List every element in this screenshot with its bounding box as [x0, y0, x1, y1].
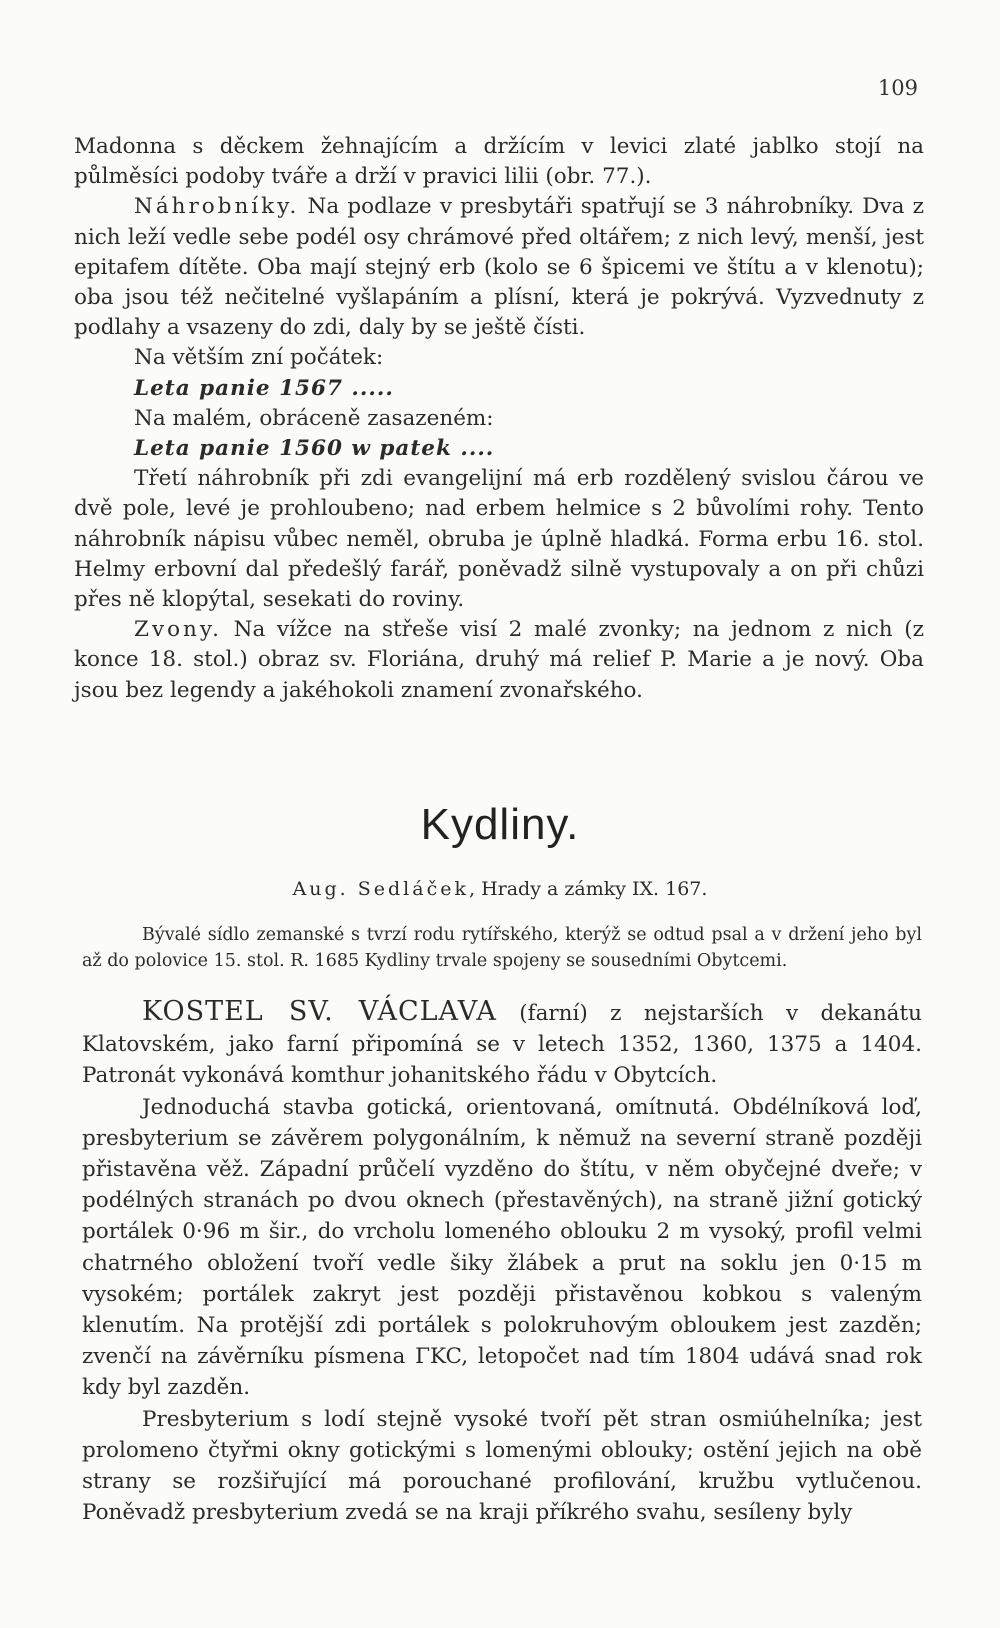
- source-author: Aug. Sedláček: [292, 878, 469, 900]
- page-number: 109: [877, 76, 918, 100]
- paragraph-kostel: [82, 996, 922, 1092]
- section-heading-kydliny: Kydliny.: [420, 800, 580, 849]
- kydliny-church-text: [82, 996, 922, 1528]
- paragraph-nahrobniky: [74, 192, 924, 343]
- text-zvony: Na vížce na střeše visí 2 malé zvonky; na jednom z nich (z konce 18. stol.) obraz sv. Floriána, druhý má relief P. Marie a je nový. Oba jsou bez legendy a jakéhokoli znamení zvonařského.: [74, 617, 924, 703]
- paragraph-zvony: [74, 615, 924, 706]
- paragraph-inscription-intro-2: Na malém, obráceně zasazeném:: [134, 405, 494, 431]
- label-zvony: Zvony.: [134, 617, 223, 643]
- inscription-1: Leta panie 1567 .....: [134, 375, 394, 401]
- section-naklonin-text: [74, 132, 924, 706]
- source-reference: , Hrady a zámky IX. 167.: [469, 878, 708, 900]
- paragraph-inscription-intro-1: Na větším zní počátek:: [134, 345, 384, 371]
- label-nahrobniky: Náhrobníky.: [134, 194, 300, 220]
- text-nahrobniky: Na podlaze v presbytáři spatřují se 3 náhrobníky. Dva z nich leží vedle sebe podél osy chrámové před oltářem; z nich levý, menší, jest epitafem dítěte. Oba mají stejný erb (kolo se 6 špicemi ve štítu a v klenotu); oba jsou též nečitelné vyšlapáním a plísní, která je pokrývá. Vyzvednuty z podlahy a vsazeny do zdi, daly by se ještě čísti.: [74, 194, 924, 341]
- paragraph-madonna: Madonna s děckem žehnajícím a držícím v levici zlaté jablko stojí na půlměsíci podoby tváře a drží v pravici lilii (obr. 77.).: [74, 134, 924, 190]
- paragraph-history: Bývalé sídlo zemanské s tvrzí rodu rytířského, kterýž se odtud psal a v držení jeho byl až do polovice 15. stol. R. 1685 Kydliny trvale spojeny se sousedními Obytcemi.: [82, 925, 922, 971]
- paragraph-presbyterium: Presbyterium s lodí stejně vysoké tvoří pět stran osmiúhelníka; jest prolomeno čtyřmi okny gotickými s lomenými oblouky; ostění jejich na obě strany se rozšiřující má porouchané profilování, kružbu vytlučenou. Poněvadž presbyterium zvedá se na kraji příkrého svahu, sesíleny byly: [82, 1406, 922, 1526]
- source-citation: [0, 878, 1000, 900]
- kydliny-intro: [82, 922, 922, 974]
- text-kostel: (farní) z nejstarších v dekanátu Klatovském, jako farní připomíná se v letech 1352, 1360, 1375 a 1404. Patronát vykonává komthur johanitského řádu v Obytcích.: [82, 1001, 922, 1089]
- paragraph-treti-nahrobnik: Třetí náhrobník při zdi evangelijní má erb rozdělený svislou čárou ve dvě pole, levé je prohloubeno; nad erbem helmice s 2 bůvolími rohy. Tento náhrobník nápisu vůbec neměl, obruba je úplně hladká. Forma erbu 16. stol. Helmy erbovní dal předešlý farář, poněvadž silně vystupovaly a on při chůzi přes ně klopýtal, sesekati do roviny.: [74, 466, 924, 613]
- paragraph-stavba: Jednoduchá stavba gotická, orientovaná, omítnutá. Obdélníková loď, presbyterium se závěrem polygonálním, k němuž na severní straně později přistavěna věž. Západní průčelí vyzděno do štítu, v něm obyčejné dveře; v podélných stranách po dvou oknech (přestavěných), na straně jižní gotický portálek 0·96 m šir., do vrcholu lomeného oblouku 2 m vysoký, profil velmi chatrného obložení tvoří vedle šiky žlábek a prut na soklu jen 0·15 m vysokém; portálek zakryt jest později přistavěnou kobkou s valeným klenutím. Na protější zdi portálek s polokruhovým obloukem jest zazděn; zvenčí na závěrníku písmena ΓKC, letopočet nad tím 1804 udává snad rok kdy byl zazděn.: [82, 1094, 922, 1401]
- inscription-2: Leta panie 1560 w patek ....: [134, 436, 495, 462]
- label-kostel: KOSTEL SV. VÁCLAVA: [142, 996, 497, 1027]
